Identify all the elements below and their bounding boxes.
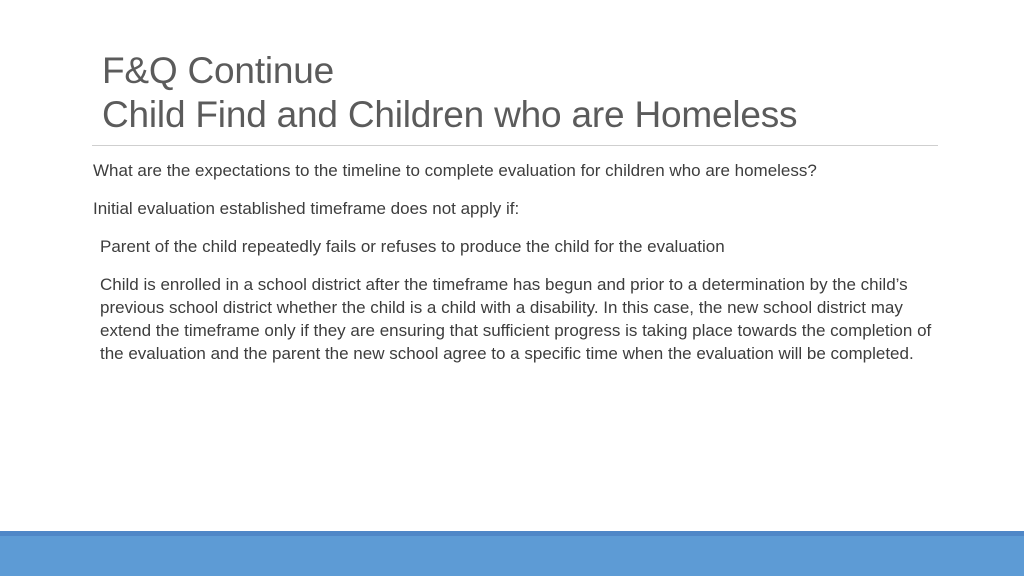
title-divider: [92, 145, 938, 146]
title-line-1: F&Q Continue: [102, 50, 335, 91]
title-line-2: Child Find and Children who are Homeless: [102, 94, 798, 135]
bullet-item: Parent of the child repeatedly fails or refuses to produce the child for the evaluation: [100, 237, 725, 256]
bullet-item: Child is enrolled in a school district after the timeframe has begun and prior to a determination by the child’s previous school district whether the child is a child with a disability. In this case, the new school district may extend the timeframe only if they are ensuring that sufficient progress is taking place towards the completion of the evaluation and the parent the new school agree to a specific time when the evaluation will be completed.: [100, 275, 932, 363]
question-paragraph: What are the expectations to the timeline to complete evaluation for children who are homeless?: [93, 161, 817, 180]
intro-paragraph: Initial evaluation established timeframe does not apply if:: [93, 199, 520, 218]
slide-body: [93, 159, 943, 380]
slide-title: [102, 49, 942, 137]
footer-accent-bar: [0, 536, 1024, 576]
